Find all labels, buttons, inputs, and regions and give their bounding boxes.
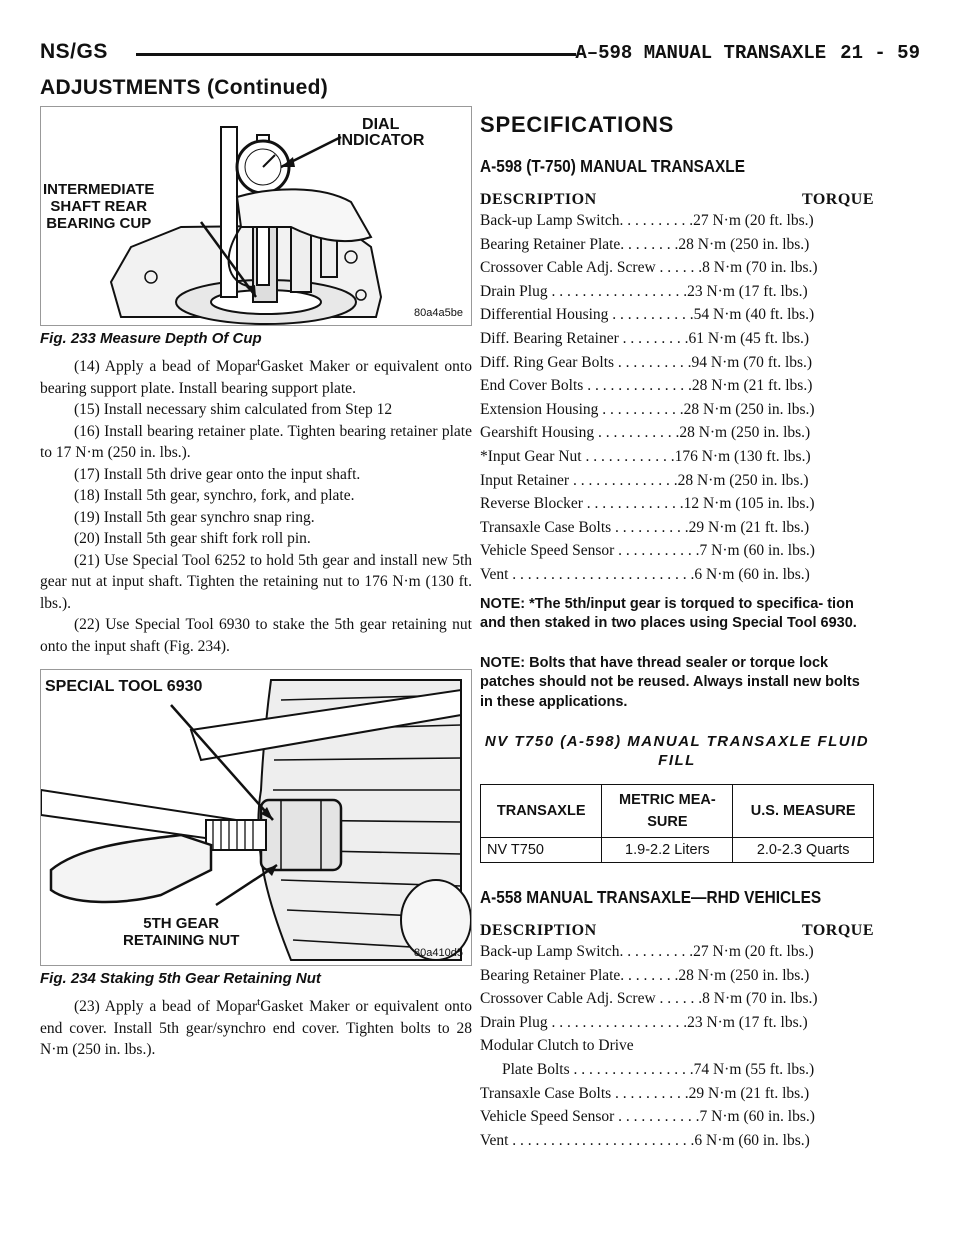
spec-row: Vent . . . . . . . . . . . . . . . . . . . . . . . .6 N·m (60 in. lbs.) xyxy=(480,565,810,583)
page-header xyxy=(40,40,920,68)
spec-row: Vent . . . . . . . . . . . . . . . . . . . . . . . .6 N·m (60 in. lbs.) xyxy=(480,1131,810,1149)
step-16: (16) Install bearing retainer plate. Tighten bearing retainer plate to 17 N·m (250 in. lbs.). xyxy=(40,422,472,461)
spec-row: Bearing Retainer Plate. . . . . . . .28 N·m (250 in. lbs.) xyxy=(480,235,810,253)
figure-233-code: 80a4a5be xyxy=(414,307,463,319)
spec-row: Transaxle Case Bolts . . . . . . . . . .29 N·m (21 ft. lbs.) xyxy=(480,1084,810,1102)
header-model: NS/GS xyxy=(40,40,108,63)
page-number: 21 - 59 xyxy=(840,42,920,64)
fluid-col-us: U.S. MEASURE xyxy=(733,785,874,838)
note-bolts: NOTE: Bolts that have thread sealer or torque lock patches should not be reused. Always install new bolts in these applications. xyxy=(480,654,860,710)
figure-234 xyxy=(40,669,472,966)
spec-row: Diff. Ring Gear Bolts . . . . . . . . . .94 N·m (70 ft. lbs.) xyxy=(480,353,813,371)
spec-row: Differential Housing . . . . . . . . . . .54 N·m (40 ft. lbs.) xyxy=(480,306,815,324)
fluid-table-header-row xyxy=(481,785,874,838)
figure-233 xyxy=(40,106,472,326)
spec-row: Modular Clutch to Drive xyxy=(480,1037,634,1055)
left-column xyxy=(40,106,472,1061)
step-14-a: (14) Apply a bead of Mopar xyxy=(74,358,258,375)
header-section-title: A–598 MANUAL TRANSAXLE xyxy=(575,42,827,64)
spec-row: Back-up Lamp Switch. . . . . . . . . .27 N·m (20 ft. lbs.) xyxy=(480,212,814,229)
spec-row: Diff. Bearing Retainer . . . . . . . . .61 N·m (45 ft. lbs.) xyxy=(480,329,810,347)
spec-row: Reverse Blocker . . . . . . . . . . . . .12 N·m (105 in. lbs.) xyxy=(480,495,815,513)
spec-table-2 xyxy=(480,940,874,1152)
fluid-fill-title-line1: NV T750 (A-598) MANUAL TRANSAXLE FLUID xyxy=(484,733,870,750)
col-description: DESCRIPTION xyxy=(480,922,597,939)
spec-row: *Input Gear Nut . . . . . . . . . . . .176 N·m (130 ft. lbs.) xyxy=(480,447,811,465)
callout-bearing-cup: INTERMEDIATE SHAFT REAR BEARING CUP xyxy=(43,181,155,232)
trademark-mark: t xyxy=(257,995,261,1008)
header-rule xyxy=(136,53,576,56)
step-14-b: Gasket Maker or equivalent onto bearing support plate. Install bearing support plate. xyxy=(40,358,472,397)
fluid-cell-metric: 1.9-2.2 Liters xyxy=(602,838,733,863)
col-torque: TORQUE xyxy=(801,922,874,939)
spec-row: Crossover Cable Adj. Screw . . . . . .8 N·m (70 in. lbs.) xyxy=(480,259,818,277)
figure-234-caption: Fig. 234 Staking 5th Gear Retaining Nut xyxy=(40,970,321,987)
fluid-cell-us: 2.0-2.3 Quarts xyxy=(733,838,874,863)
spec-row: Vehicle Speed Sensor . . . . . . . . . . .7 N·m (60 in. lbs.) xyxy=(480,542,815,560)
section-continued-heading: ADJUSTMENTS (Continued) xyxy=(40,76,329,99)
fluid-table-row xyxy=(481,838,874,863)
trademark-mark: t xyxy=(257,355,261,368)
callout-special-tool: SPECIAL TOOL 6930 xyxy=(45,678,203,695)
figure-233-caption: Fig. 233 Measure Depth Of Cup xyxy=(40,330,262,347)
step-20: (20) Install 5th gear shift fork roll pin. xyxy=(74,530,311,547)
spec-row: Bearing Retainer Plate. . . . . . . .28 N·m (250 in. lbs.) xyxy=(480,966,810,984)
spec-row: Input Retainer . . . . . . . . . . . . . .28 N·m (250 in. lbs.) xyxy=(480,471,809,489)
step-23-a: (23) Apply a bead of Mopar xyxy=(74,998,258,1015)
spec-section-2-title: A-558 MANUAL TRANSAXLE—RHD VEHICLES xyxy=(480,887,822,907)
fluid-fill-title xyxy=(480,732,874,770)
step-18: (18) Install 5th gear, synchro, fork, and plate. xyxy=(74,487,355,504)
header-title xyxy=(575,42,920,64)
spec-table-1-header xyxy=(480,191,874,209)
fluid-col-metric: METRIC MEA- SURE xyxy=(602,785,733,838)
col-description: DESCRIPTION xyxy=(480,191,597,208)
spec-row: End Cover Bolts . . . . . . . . . . . . . .28 N·m (21 ft. lbs.) xyxy=(480,377,813,395)
spec-table-2-header xyxy=(480,922,874,940)
step-15: (15) Install necessary shim calculated from Step 12 xyxy=(74,401,393,418)
step-14 xyxy=(40,356,472,399)
step-19: (19) Install 5th gear synchro snap ring. xyxy=(74,508,315,526)
spec-row: Drain Plug . . . . . . . . . . . . . . . . . .23 N·m (17 ft. lbs.) xyxy=(480,282,808,300)
callout-dial-indicator: DIAL INDICATOR xyxy=(337,116,425,149)
spec-section-1-title: A-598 (T-750) MANUAL TRANSAXLE xyxy=(480,156,745,176)
spec-row: Extension Housing . . . . . . . . . . .28 N·m (250 in. lbs.) xyxy=(480,400,815,418)
procedure-steps xyxy=(40,356,472,657)
fluid-cell-transaxle: NV T750 xyxy=(481,838,602,863)
spec-row: Transaxle Case Bolts . . . . . . . . . .29 N·m (21 ft. lbs.) xyxy=(480,518,810,536)
spec-row: Vehicle Speed Sensor . . . . . . . . . . .7 N·m (60 in. lbs.) xyxy=(480,1108,815,1126)
step-23 xyxy=(40,996,472,1061)
spec-row: Gearshift Housing . . . . . . . . . . .28 N·m (250 in. lbs.) xyxy=(480,424,811,442)
figure-234-code: 80a410d5 xyxy=(414,947,463,959)
step-21: (21) Use Special Tool 6252 to hold 5th gear and install new 5th gear nut at input shaft. Tighten the retaining nut to 176 N·m (130 ft. lbs.). xyxy=(40,551,472,612)
fluid-col-transaxle: TRANSAXLE xyxy=(481,785,602,838)
col-torque: TORQUE xyxy=(801,191,874,208)
specifications-title: SPECIFICATIONS xyxy=(480,112,675,137)
figure-234-illustration xyxy=(41,670,471,965)
step-17: (17) Install 5th drive gear onto the input shaft. xyxy=(74,465,361,483)
step-22: (22) Use Special Tool 6930 to stake the 5th gear retaining nut onto the input shaft (Fig. 234). xyxy=(40,616,472,655)
note-input-gear: NOTE: *The 5th/input gear is torqued to specifica- tion and then staked in two places using Special Tool 6930. xyxy=(480,595,857,631)
fluid-fill-title-line2: FILL xyxy=(658,752,696,769)
fluid-fill-table xyxy=(480,784,874,863)
spec-row: Crossover Cable Adj. Screw . . . . . .8 N·m (70 in. lbs.) xyxy=(480,990,818,1008)
spec-row: Drain Plug . . . . . . . . . . . . . . . . . .23 N·m (17 ft. lbs.) xyxy=(480,1013,808,1031)
step-23-b: Gasket Maker or equivalent onto end cover. Install 5th gear/synchro end cover. Tighten bolts to 28 N·m (250 in. lbs.). xyxy=(40,998,472,1058)
spec-row: Plate Bolts . . . . . . . . . . . . . . . .74 N·m (55 ft. lbs.) xyxy=(502,1060,815,1078)
right-column xyxy=(480,106,874,1152)
callout-retaining-nut: 5TH GEAR RETAINING NUT xyxy=(123,915,240,949)
spec-table-1 xyxy=(480,209,874,587)
spec-row: Back-up Lamp Switch. . . . . . . . . .27 N·m (20 ft. lbs.) xyxy=(480,943,814,960)
